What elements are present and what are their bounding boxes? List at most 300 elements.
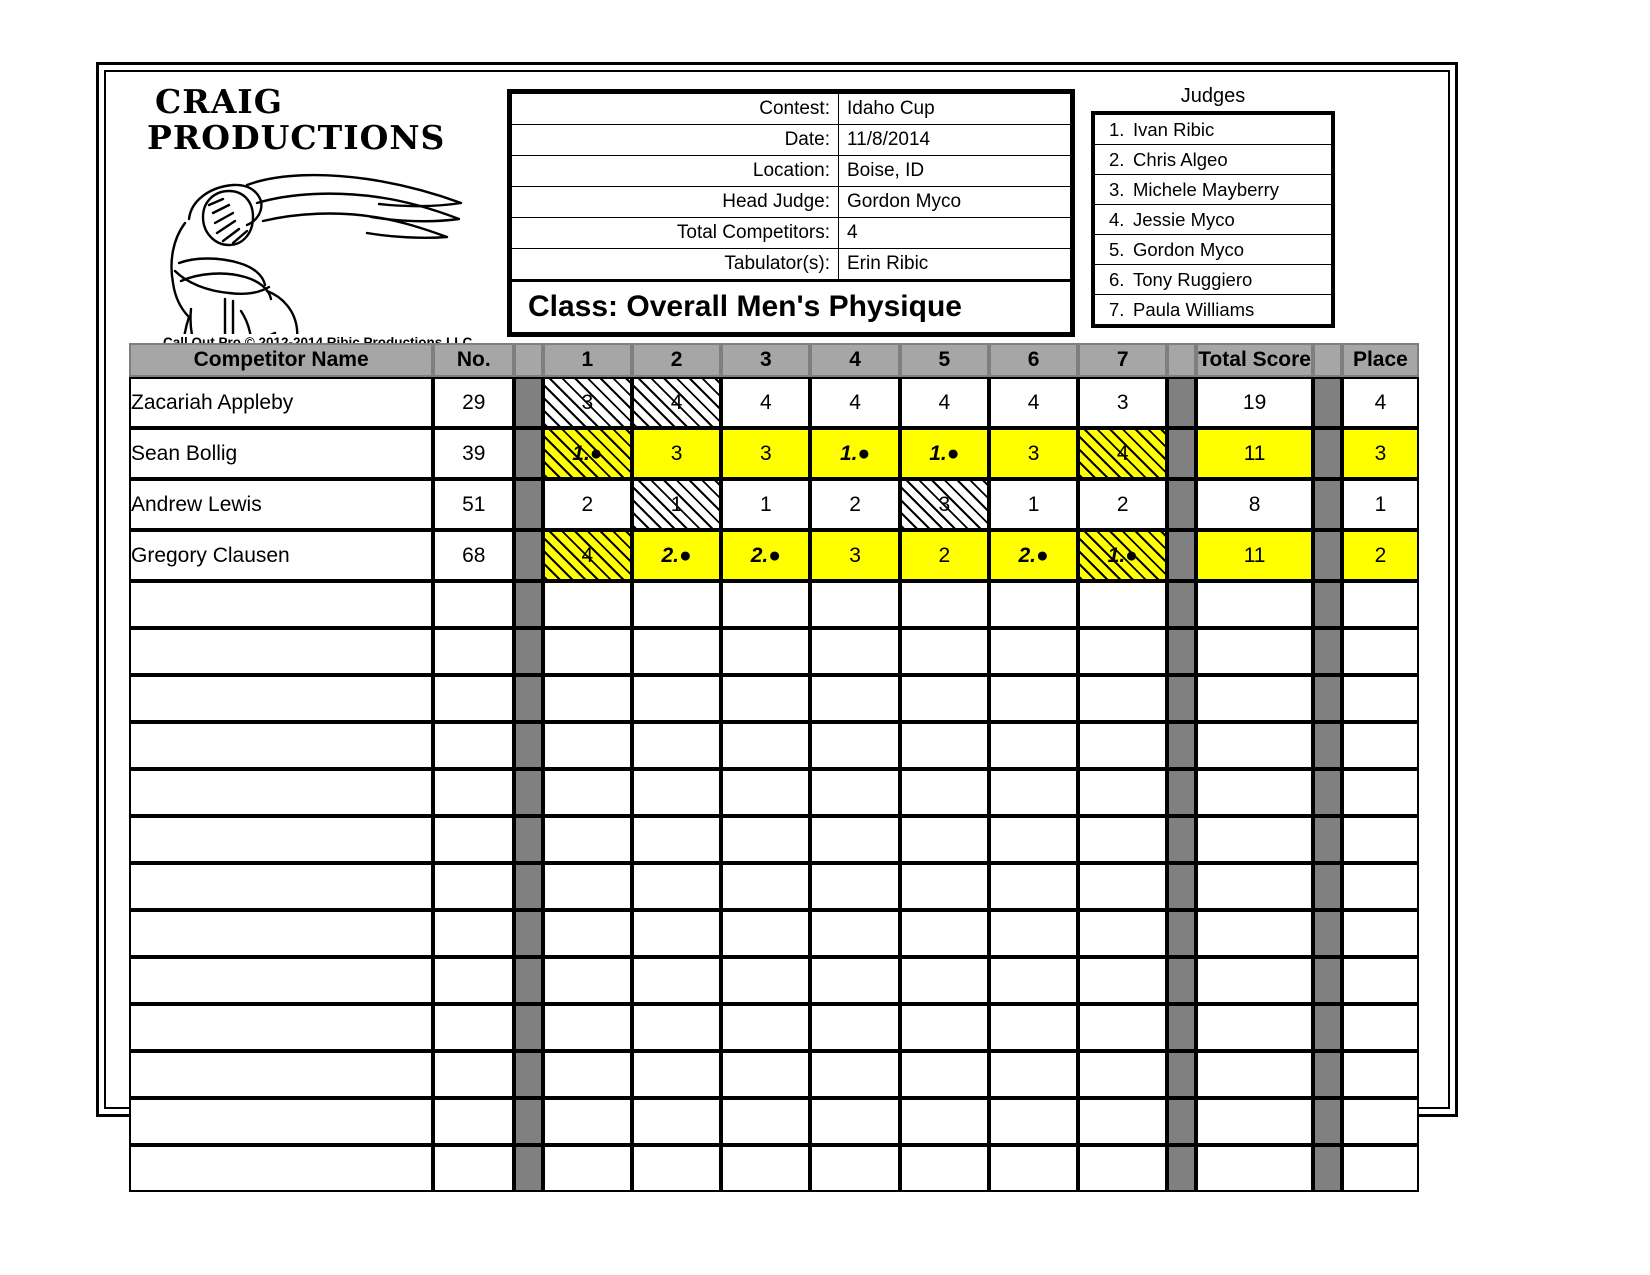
empty-row bbox=[129, 910, 1419, 957]
competitor-row bbox=[129, 377, 1419, 428]
header-judge-1: 1 bbox=[543, 343, 632, 377]
judge-score-cell-5[interactable] bbox=[900, 910, 989, 957]
total-score-cell[interactable] bbox=[1196, 1145, 1314, 1192]
judge-score-cell-4[interactable] bbox=[810, 1098, 899, 1145]
judge-score-cell-5[interactable] bbox=[900, 957, 989, 1004]
competitor-name-cell[interactable] bbox=[129, 910, 433, 957]
competitor-name-cell[interactable] bbox=[129, 377, 433, 428]
competitor-name-cell-value: Andrew Lewis bbox=[131, 493, 262, 516]
empty-row bbox=[129, 722, 1419, 769]
total-score-cell[interactable] bbox=[1196, 581, 1314, 628]
competitor-name-cell[interactable] bbox=[129, 1145, 433, 1192]
judge-name: Chris Algeo bbox=[1133, 148, 1228, 170]
total-score-cell[interactable] bbox=[1196, 377, 1314, 428]
empty-row bbox=[129, 863, 1419, 910]
judge-score-cell-2[interactable] bbox=[632, 530, 721, 581]
judge-score-cell-4[interactable] bbox=[810, 479, 899, 530]
competitor-name-cell[interactable] bbox=[129, 1051, 433, 1098]
empty-row bbox=[129, 1098, 1419, 1145]
row-spacer-left bbox=[514, 957, 542, 1004]
judge-score-cell-4[interactable] bbox=[810, 1004, 899, 1051]
total-score-cell[interactable] bbox=[1196, 1051, 1314, 1098]
place-cell-value: 4 bbox=[1374, 391, 1387, 414]
judge-score-cell-7[interactable] bbox=[1078, 769, 1167, 816]
judge-score-value: 1 bbox=[670, 493, 683, 516]
judge-score-cell-2[interactable] bbox=[632, 910, 721, 957]
competitor-number-cell[interactable] bbox=[433, 428, 514, 479]
judge-score-cell-3[interactable] bbox=[721, 769, 810, 816]
judge-score-cell-3[interactable] bbox=[721, 377, 810, 428]
judge-score-cell-1[interactable] bbox=[543, 910, 632, 957]
judge-score-cell-2[interactable] bbox=[632, 479, 721, 530]
row-spacer-mid bbox=[1167, 377, 1195, 428]
judge-score-cell-3[interactable] bbox=[721, 628, 810, 675]
judge-score-cell-4[interactable] bbox=[810, 957, 899, 1004]
judge-score-cell-5[interactable] bbox=[900, 377, 989, 428]
judge-score-cell-7[interactable] bbox=[1078, 530, 1167, 581]
judge-score-cell-7[interactable] bbox=[1078, 628, 1167, 675]
judge-score-cell-2[interactable] bbox=[632, 377, 721, 428]
place-cell[interactable] bbox=[1342, 910, 1419, 957]
competitor-name-cell[interactable] bbox=[129, 816, 433, 863]
judge-score-cell-7[interactable] bbox=[1078, 816, 1167, 863]
competitor-number-cell[interactable] bbox=[433, 863, 514, 910]
row-spacer-right bbox=[1313, 816, 1341, 863]
place-cell[interactable] bbox=[1342, 769, 1419, 816]
contest-info-row bbox=[512, 125, 1071, 156]
total-score-cell[interactable] bbox=[1196, 769, 1314, 816]
judge-entry-4 bbox=[1095, 205, 1332, 235]
total-score-cell[interactable] bbox=[1196, 530, 1314, 581]
judge-score-cell-5[interactable] bbox=[900, 722, 989, 769]
tabulator-value: Erin Ribic bbox=[839, 249, 1071, 281]
competitor-name-cell[interactable] bbox=[129, 863, 433, 910]
judge-score-cell-4[interactable] bbox=[810, 628, 899, 675]
judge-score-cell-1[interactable] bbox=[543, 769, 632, 816]
place-cell[interactable] bbox=[1342, 1004, 1419, 1051]
header-number: No. bbox=[433, 343, 514, 377]
judge-score-cell-2[interactable] bbox=[632, 1098, 721, 1145]
row-spacer-right bbox=[1313, 1051, 1341, 1098]
total-score-cell[interactable] bbox=[1196, 816, 1314, 863]
total-score-cell[interactable] bbox=[1196, 910, 1314, 957]
judge-score-cell-3[interactable] bbox=[721, 863, 810, 910]
judge-score-cell-2[interactable] bbox=[632, 957, 721, 1004]
judge-score-cell-2[interactable] bbox=[632, 628, 721, 675]
competitor-name-cell[interactable] bbox=[129, 581, 433, 628]
judge-score-cell-3[interactable] bbox=[721, 428, 810, 479]
competitor-name-cell-value: Gregory Clausen bbox=[131, 544, 290, 567]
judge-score-value: 3 bbox=[759, 442, 772, 465]
competitor-number-cell[interactable] bbox=[433, 1098, 514, 1145]
judge-score-cell-5[interactable] bbox=[900, 1051, 989, 1098]
judge-score-cell-7[interactable] bbox=[1078, 675, 1167, 722]
competitor-number-cell[interactable] bbox=[433, 1145, 514, 1192]
judge-score-cell-4[interactable] bbox=[810, 863, 899, 910]
competitor-number-cell-value: 51 bbox=[462, 493, 486, 516]
judge-score-cell-6[interactable] bbox=[989, 910, 1078, 957]
judges-panel bbox=[1091, 85, 1335, 328]
competitor-number-cell[interactable] bbox=[433, 530, 514, 581]
empty-row bbox=[129, 675, 1419, 722]
judge-row bbox=[1095, 295, 1332, 325]
judge-index: 2. bbox=[1109, 148, 1125, 170]
judge-index: 1. bbox=[1109, 118, 1125, 140]
judge-score-cell-3[interactable] bbox=[721, 581, 810, 628]
judge-score-cell-4[interactable] bbox=[810, 1051, 899, 1098]
empty-row bbox=[129, 1051, 1419, 1098]
judge-index: 5. bbox=[1109, 238, 1125, 260]
row-spacer-left bbox=[514, 377, 542, 428]
competitor-number-cell[interactable] bbox=[433, 479, 514, 530]
craig-productions-logo bbox=[129, 82, 489, 330]
judge-row bbox=[1095, 115, 1332, 145]
judge-score-cell-4[interactable] bbox=[810, 769, 899, 816]
judge-score-cell-3[interactable] bbox=[721, 1145, 810, 1192]
judge-entry-1 bbox=[1095, 115, 1332, 145]
place-cell[interactable] bbox=[1342, 722, 1419, 769]
place-cell[interactable] bbox=[1342, 479, 1419, 530]
place-cell[interactable] bbox=[1342, 1051, 1419, 1098]
competitor-name-cell[interactable] bbox=[129, 530, 433, 581]
header-judge-3: 3 bbox=[721, 343, 810, 377]
competitor-number-cell[interactable] bbox=[433, 722, 514, 769]
judge-score-cell-3[interactable] bbox=[721, 479, 810, 530]
judge-score-cell-1[interactable] bbox=[543, 1098, 632, 1145]
judge-score-value: 1.● bbox=[572, 442, 603, 465]
judge-score-cell-3[interactable] bbox=[721, 530, 810, 581]
judge-score-cell-2[interactable] bbox=[632, 722, 721, 769]
judge-score-cell-5[interactable] bbox=[900, 769, 989, 816]
row-spacer-left bbox=[514, 628, 542, 675]
judge-score-cell-7[interactable] bbox=[1078, 479, 1167, 530]
judge-index: 7. bbox=[1109, 298, 1125, 320]
row-spacer-mid bbox=[1167, 1145, 1195, 1192]
place-cell[interactable] bbox=[1342, 1145, 1419, 1192]
judge-score-cell-3[interactable] bbox=[721, 1004, 810, 1051]
judge-score-cell-5[interactable] bbox=[900, 863, 989, 910]
judge-score-value: 2.● bbox=[661, 544, 692, 567]
place-cell[interactable] bbox=[1342, 675, 1419, 722]
judge-score-cell-2[interactable] bbox=[632, 769, 721, 816]
judge-score-cell-1[interactable] bbox=[543, 1145, 632, 1192]
judge-score-cell-6[interactable] bbox=[989, 957, 1078, 1004]
header-judge-5: 5 bbox=[900, 343, 989, 377]
row-spacer-right bbox=[1313, 1098, 1341, 1145]
row-spacer-left bbox=[514, 1004, 542, 1051]
judge-score-cell-5[interactable] bbox=[900, 1098, 989, 1145]
total-score-cell[interactable] bbox=[1196, 428, 1314, 479]
judge-score-cell-2[interactable] bbox=[632, 1004, 721, 1051]
judge-score-cell-3[interactable] bbox=[721, 675, 810, 722]
judge-score-cell-1[interactable] bbox=[543, 1004, 632, 1051]
place-cell[interactable] bbox=[1342, 957, 1419, 1004]
judge-score-cell-6[interactable] bbox=[989, 1098, 1078, 1145]
judge-index: 4. bbox=[1109, 208, 1125, 230]
judge-row bbox=[1095, 145, 1332, 175]
judge-score-cell-4[interactable] bbox=[810, 816, 899, 863]
row-spacer-left bbox=[514, 769, 542, 816]
header-spacer-right bbox=[1313, 343, 1341, 377]
competitor-number-cell[interactable] bbox=[433, 581, 514, 628]
judge-score-cell-6[interactable] bbox=[989, 581, 1078, 628]
competitor-number-cell[interactable] bbox=[433, 1004, 514, 1051]
row-spacer-mid bbox=[1167, 1098, 1195, 1145]
competitor-name-cell[interactable] bbox=[129, 675, 433, 722]
contest-info-row bbox=[512, 187, 1071, 218]
judge-row bbox=[1095, 235, 1332, 265]
competitor-name-cell[interactable] bbox=[129, 479, 433, 530]
judge-score-cell-4[interactable] bbox=[810, 377, 899, 428]
judge-score-cell-5[interactable] bbox=[900, 1004, 989, 1051]
total-competitors-label: Total Competitors: bbox=[512, 218, 839, 249]
competitor-name-cell[interactable] bbox=[129, 628, 433, 675]
judge-score-cell-7[interactable] bbox=[1078, 377, 1167, 428]
judge-score-cell-5[interactable] bbox=[900, 530, 989, 581]
header-spacer-mid bbox=[1167, 343, 1195, 377]
place-cell[interactable] bbox=[1342, 1098, 1419, 1145]
judge-score-cell-5[interactable] bbox=[900, 628, 989, 675]
competitor-number-cell[interactable] bbox=[433, 816, 514, 863]
judge-name: Tony Ruggiero bbox=[1133, 268, 1253, 290]
place-cell[interactable] bbox=[1342, 581, 1419, 628]
judge-score-value: 1 bbox=[1027, 493, 1040, 516]
judge-score-cell-1[interactable] bbox=[543, 530, 632, 581]
judge-score-value: 4 bbox=[938, 391, 951, 414]
empty-row bbox=[129, 769, 1419, 816]
judge-score-value: 4 bbox=[1116, 442, 1129, 465]
header-judge-6: 6 bbox=[989, 343, 1078, 377]
judge-score-cell-4[interactable] bbox=[810, 910, 899, 957]
competitor-name-cell[interactable] bbox=[129, 1004, 433, 1051]
judge-score-cell-5[interactable] bbox=[900, 816, 989, 863]
competitor-number-cell[interactable] bbox=[433, 1051, 514, 1098]
judge-score-cell-5[interactable] bbox=[900, 479, 989, 530]
judge-score-cell-3[interactable] bbox=[721, 1098, 810, 1145]
row-spacer-left bbox=[514, 722, 542, 769]
judge-score-cell-3[interactable] bbox=[721, 722, 810, 769]
judge-score-value: 2 bbox=[938, 544, 951, 567]
judge-score-cell-3[interactable] bbox=[721, 816, 810, 863]
judge-score-cell-6[interactable] bbox=[989, 1145, 1078, 1192]
row-spacer-right bbox=[1313, 769, 1341, 816]
judge-score-cell-1[interactable] bbox=[543, 581, 632, 628]
judge-entry-6 bbox=[1095, 265, 1332, 295]
judge-score-value: 4 bbox=[581, 544, 594, 567]
judge-score-cell-6[interactable] bbox=[989, 1051, 1078, 1098]
judge-score-cell-5[interactable] bbox=[900, 581, 989, 628]
judge-score-cell-6[interactable] bbox=[989, 816, 1078, 863]
date-value: 11/8/2014 bbox=[839, 125, 1071, 156]
judge-score-value: 1 bbox=[759, 493, 772, 516]
row-spacer-left bbox=[514, 1145, 542, 1192]
judge-score-cell-6[interactable] bbox=[989, 377, 1078, 428]
row-spacer-mid bbox=[1167, 428, 1195, 479]
judge-score-cell-7[interactable] bbox=[1078, 863, 1167, 910]
date-label: Date: bbox=[512, 125, 839, 156]
place-cell[interactable] bbox=[1342, 863, 1419, 910]
tabulator-label: Tabulator(s): bbox=[512, 249, 839, 281]
header-spacer-left bbox=[514, 343, 542, 377]
judge-score-cell-2[interactable] bbox=[632, 675, 721, 722]
judge-score-cell-3[interactable] bbox=[721, 957, 810, 1004]
judge-score-cell-6[interactable] bbox=[989, 1004, 1078, 1051]
judge-score-cell-2[interactable] bbox=[632, 428, 721, 479]
competitor-name-cell[interactable] bbox=[129, 769, 433, 816]
judge-score-cell-3[interactable] bbox=[721, 1051, 810, 1098]
competitor-number-cell[interactable] bbox=[433, 628, 514, 675]
judge-score-cell-5[interactable] bbox=[900, 675, 989, 722]
judge-name: Gordon Myco bbox=[1133, 238, 1245, 260]
judge-score-cell-1[interactable] bbox=[543, 816, 632, 863]
judge-score-cell-6[interactable] bbox=[989, 479, 1078, 530]
judge-score-cell-7[interactable] bbox=[1078, 428, 1167, 479]
header-judge-7: 7 bbox=[1078, 343, 1167, 377]
row-spacer-right bbox=[1313, 1004, 1341, 1051]
judge-score-cell-2[interactable] bbox=[632, 1051, 721, 1098]
judge-entry-5 bbox=[1095, 235, 1332, 265]
judge-score-cell-2[interactable] bbox=[632, 863, 721, 910]
judge-score-cell-7[interactable] bbox=[1078, 957, 1167, 1004]
judge-score-cell-6[interactable] bbox=[989, 628, 1078, 675]
judge-row bbox=[1095, 205, 1332, 235]
contest-info-row bbox=[512, 94, 1071, 125]
judge-score-cell-2[interactable] bbox=[632, 816, 721, 863]
judge-score-value: 3 bbox=[1116, 391, 1129, 414]
total-score-cell[interactable] bbox=[1196, 1004, 1314, 1051]
header-total-score: Total Score bbox=[1196, 343, 1314, 377]
judge-score-cell-7[interactable] bbox=[1078, 1051, 1167, 1098]
judge-score-cell-2[interactable] bbox=[632, 1145, 721, 1192]
judge-score-cell-6[interactable] bbox=[989, 722, 1078, 769]
place-cell[interactable] bbox=[1342, 377, 1419, 428]
judge-score-cell-1[interactable] bbox=[543, 428, 632, 479]
competitor-row bbox=[129, 428, 1419, 479]
judge-score-cell-6[interactable] bbox=[989, 530, 1078, 581]
row-spacer-right bbox=[1313, 628, 1341, 675]
competitor-number-cell[interactable] bbox=[433, 377, 514, 428]
judge-score-cell-1[interactable] bbox=[543, 479, 632, 530]
competitor-name-cell[interactable] bbox=[129, 957, 433, 1004]
place-cell[interactable] bbox=[1342, 628, 1419, 675]
competitor-name-cell[interactable] bbox=[129, 428, 433, 479]
competitor-number-cell[interactable] bbox=[433, 910, 514, 957]
head-judge-label: Head Judge: bbox=[512, 187, 839, 218]
class-title-row bbox=[512, 281, 1071, 333]
total-score-cell-value: 11 bbox=[1243, 544, 1266, 567]
judge-score-cell-5[interactable] bbox=[900, 1145, 989, 1192]
location-label: Location: bbox=[512, 156, 839, 187]
judge-score-cell-1[interactable] bbox=[543, 628, 632, 675]
judge-score-value: 1.● bbox=[1107, 544, 1138, 567]
competitor-number-cell[interactable] bbox=[433, 675, 514, 722]
judge-score-cell-7[interactable] bbox=[1078, 910, 1167, 957]
judge-score-cell-3[interactable] bbox=[721, 910, 810, 957]
competitor-number-cell-value: 39 bbox=[462, 442, 486, 465]
judge-score-cell-6[interactable] bbox=[989, 769, 1078, 816]
judge-score-value: 2 bbox=[849, 493, 861, 516]
total-score-cell[interactable] bbox=[1196, 628, 1314, 675]
judge-score-cell-6[interactable] bbox=[989, 675, 1078, 722]
place-cell[interactable] bbox=[1342, 530, 1419, 581]
score-grid-table bbox=[129, 343, 1419, 1192]
judge-score-value: 1.● bbox=[839, 442, 871, 465]
total-score-cell[interactable] bbox=[1196, 1098, 1314, 1145]
judge-index: 6. bbox=[1109, 268, 1125, 290]
competitor-number-cell-value: 68 bbox=[462, 544, 486, 567]
total-score-cell[interactable] bbox=[1196, 479, 1314, 530]
competitor-number-cell[interactable] bbox=[433, 957, 514, 1004]
row-spacer-right bbox=[1313, 957, 1341, 1004]
row-spacer-mid bbox=[1167, 722, 1195, 769]
judge-score-cell-4[interactable] bbox=[810, 675, 899, 722]
score-grid-header-row bbox=[129, 343, 1419, 377]
judge-score-cell-1[interactable] bbox=[543, 377, 632, 428]
competitor-row bbox=[129, 530, 1419, 581]
total-score-cell[interactable] bbox=[1196, 863, 1314, 910]
judge-score-value: 2 bbox=[581, 493, 594, 516]
judge-score-cell-7[interactable] bbox=[1078, 1004, 1167, 1051]
competitor-row bbox=[129, 479, 1419, 530]
judge-score-cell-5[interactable] bbox=[900, 428, 989, 479]
judge-score-cell-4[interactable] bbox=[810, 581, 899, 628]
judge-score-value: 3 bbox=[938, 493, 951, 516]
header-place: Place bbox=[1342, 343, 1419, 377]
judge-score-cell-7[interactable] bbox=[1078, 581, 1167, 628]
total-score-cell[interactable] bbox=[1196, 957, 1314, 1004]
judge-score-cell-7[interactable] bbox=[1078, 1145, 1167, 1192]
judge-score-cell-1[interactable] bbox=[543, 722, 632, 769]
total-score-cell[interactable] bbox=[1196, 722, 1314, 769]
judge-score-cell-4[interactable] bbox=[810, 428, 899, 479]
judge-score-cell-7[interactable] bbox=[1078, 722, 1167, 769]
judge-score-cell-7[interactable] bbox=[1078, 1098, 1167, 1145]
place-cell[interactable] bbox=[1342, 816, 1419, 863]
row-spacer-right bbox=[1313, 910, 1341, 957]
judge-score-cell-4[interactable] bbox=[810, 722, 899, 769]
judge-score-cell-6[interactable] bbox=[989, 863, 1078, 910]
contest-info-block bbox=[507, 89, 1075, 337]
row-spacer-mid bbox=[1167, 530, 1195, 581]
judge-score-cell-4[interactable] bbox=[810, 1145, 899, 1192]
judge-score-cell-1[interactable] bbox=[543, 1051, 632, 1098]
judges-heading: Judges bbox=[1180, 85, 1246, 107]
total-score-cell[interactable] bbox=[1196, 675, 1314, 722]
row-spacer-right bbox=[1313, 581, 1341, 628]
judge-score-cell-6[interactable] bbox=[989, 428, 1078, 479]
judge-score-cell-1[interactable] bbox=[543, 957, 632, 1004]
row-spacer-left bbox=[514, 581, 542, 628]
judge-entry-7 bbox=[1095, 295, 1332, 325]
row-spacer-left bbox=[514, 816, 542, 863]
competitor-name-cell[interactable] bbox=[129, 722, 433, 769]
competitor-number-cell[interactable] bbox=[433, 769, 514, 816]
judge-score-cell-1[interactable] bbox=[543, 863, 632, 910]
competitor-name-cell[interactable] bbox=[129, 1098, 433, 1145]
judge-score-cell-2[interactable] bbox=[632, 581, 721, 628]
judge-score-value: 3 bbox=[670, 442, 683, 465]
judge-score-value: 3 bbox=[1027, 442, 1040, 465]
place-cell-value: 2 bbox=[1374, 544, 1387, 567]
place-cell[interactable] bbox=[1342, 428, 1419, 479]
row-spacer-right bbox=[1313, 428, 1341, 479]
contest-info-row bbox=[512, 218, 1071, 249]
row-spacer-mid bbox=[1167, 816, 1195, 863]
total-score-cell-value: 19 bbox=[1242, 391, 1267, 414]
row-spacer-mid bbox=[1167, 628, 1195, 675]
judge-score-cell-4[interactable] bbox=[810, 530, 899, 581]
judge-score-cell-1[interactable] bbox=[543, 675, 632, 722]
